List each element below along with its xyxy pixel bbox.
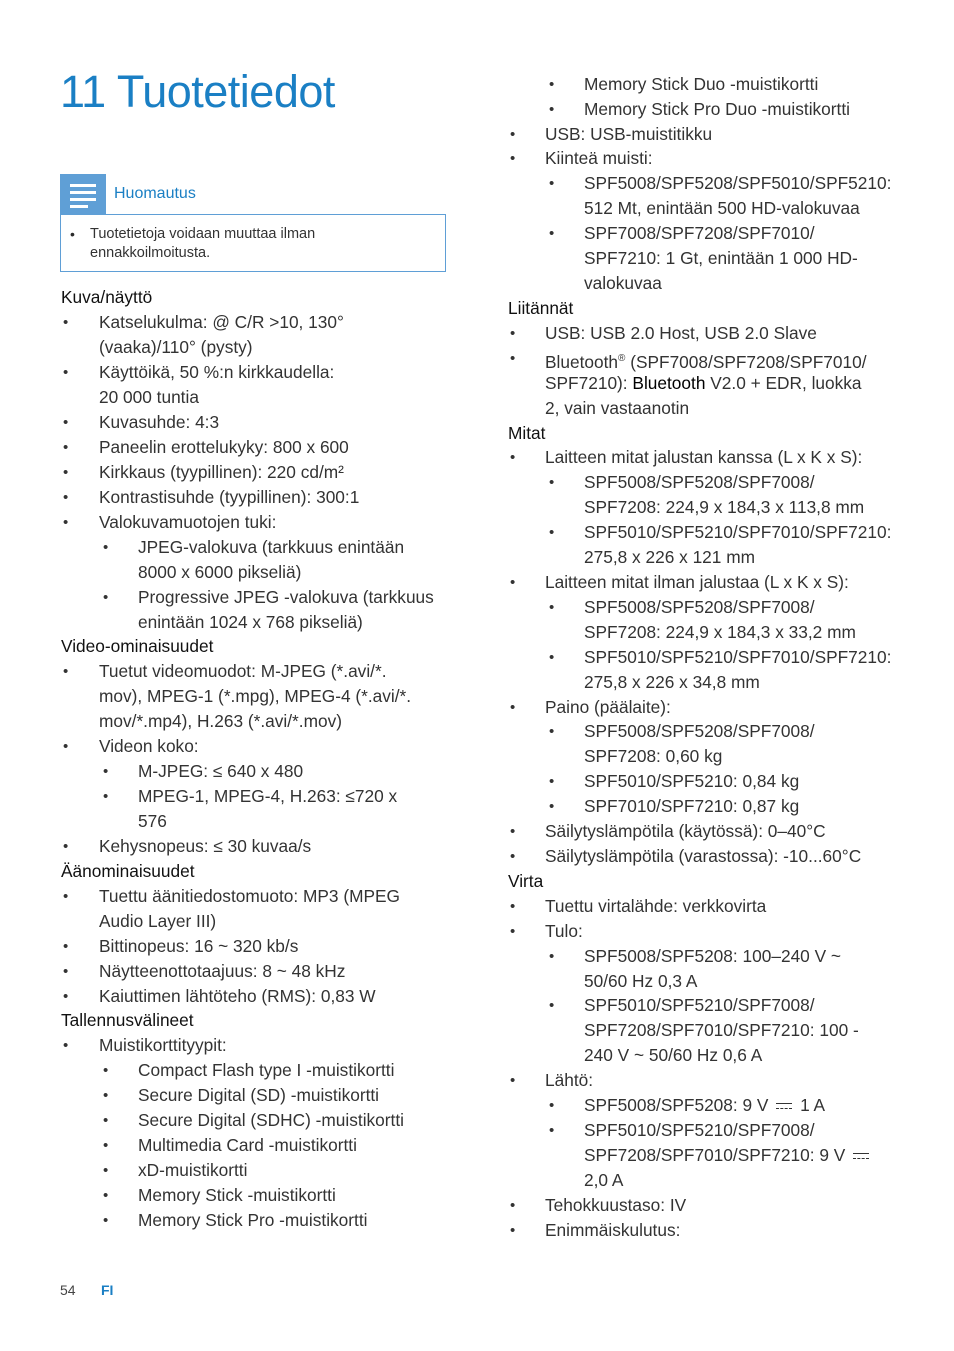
spec-line: Tulo: bbox=[545, 921, 583, 941]
spec-line: Memory Stick Duo -muistikortti bbox=[584, 74, 819, 94]
spec-line: Kuvasuhde: 4:3 bbox=[99, 412, 220, 432]
spec-line: Säilytyslämpötila (käytössä): 0–40°C bbox=[545, 821, 826, 841]
spec-line: Kiinteä muisti: bbox=[545, 148, 653, 168]
spec-line: 240 V ~ 50/60 Hz 0,6 A bbox=[584, 1045, 763, 1065]
bullet: • bbox=[103, 1137, 109, 1154]
bullet: • bbox=[510, 1197, 516, 1214]
spec-line bbox=[584, 1143, 872, 1168]
spec-line: Kaiuttimen lähtöteho (RMS): 0,83 W bbox=[99, 986, 376, 1006]
bullet: • bbox=[63, 888, 69, 905]
spec-text: 1 A bbox=[800, 1095, 826, 1115]
note-title: Huomautus bbox=[114, 185, 196, 202]
spec-line: SPF7208: 224,9 x 184,3 x 33,2 mm bbox=[584, 622, 856, 642]
bullet: • bbox=[103, 1212, 109, 1229]
bullet: • bbox=[510, 325, 516, 342]
bullet: • bbox=[510, 699, 516, 716]
spec-line: Lähtö: bbox=[545, 1070, 594, 1090]
spec-line: Secure Digital (SDHC) -muistikortti bbox=[138, 1110, 404, 1130]
bullet: • bbox=[103, 763, 109, 780]
spec-text: SPF5008/SPF5208: 9 V bbox=[584, 1095, 769, 1115]
spec-line: SPF5010/SPF5210/SPF7008/ bbox=[584, 1120, 815, 1140]
spec-line: Memory Stick -muistikortti bbox=[138, 1185, 336, 1205]
spec-line: Katselukulma: @ C/R >10, 130° bbox=[99, 312, 344, 332]
note-box bbox=[60, 214, 446, 272]
spec-line: SPF7208: 224,9 x 184,3 x 113,8 mm bbox=[584, 497, 865, 517]
spec-line: SPF7010/SPF7210: 0,87 kg bbox=[584, 796, 800, 816]
bullet: • bbox=[510, 150, 516, 167]
bullet: • bbox=[103, 1162, 109, 1179]
spec-line: SPF5008/SPF5208: 100–240 V ~ bbox=[584, 946, 842, 966]
spec-line: SPF7208: 0,60 kg bbox=[584, 746, 723, 766]
bullet: • bbox=[63, 988, 69, 1005]
spec-line: Bittinopeus: 16 ~ 320 kb/s bbox=[99, 936, 299, 956]
spec-line: Memory Stick Pro Duo -muistikortti bbox=[584, 99, 850, 119]
spec-line: 8000 x 6000 pikseliä) bbox=[138, 562, 302, 582]
bullet: • bbox=[103, 1087, 109, 1104]
bullet: • bbox=[63, 414, 69, 431]
bullet: • bbox=[103, 1187, 109, 1204]
spec-line: Compact Flash type I -muistikortti bbox=[138, 1060, 395, 1080]
spec-line: Näytteenottotaajuus: 8 ~ 48 kHz bbox=[99, 961, 346, 981]
dc-symbol-icon bbox=[853, 1152, 869, 1161]
page-title: 11 Tuotetiedot bbox=[60, 66, 335, 117]
spec-line: Memory Stick Pro -muistikortti bbox=[138, 1210, 368, 1230]
bullet: • bbox=[549, 997, 555, 1014]
bullet: • bbox=[549, 175, 555, 192]
spec-line bbox=[545, 371, 862, 396]
section-heading: Tallennusvälineet bbox=[61, 1010, 194, 1030]
bullet: • bbox=[63, 514, 69, 531]
spec-line: SPF7210: 1 Gt, enintään 1 000 HD- bbox=[584, 248, 858, 268]
bullet: • bbox=[549, 948, 555, 965]
spec-line: M-JPEG: ≤ 640 x 480 bbox=[138, 761, 304, 781]
language-code: FI bbox=[101, 1282, 114, 1298]
spec-line: USB: USB-muistitikku bbox=[545, 124, 713, 144]
bullet: • bbox=[510, 823, 516, 840]
dc-symbol-icon bbox=[776, 1102, 792, 1111]
spec-line: Audio Layer III) bbox=[99, 911, 217, 931]
spec-line: MPEG-1, MPEG-4, H.263: ≤720 x bbox=[138, 786, 398, 806]
bullet: • bbox=[63, 314, 69, 331]
spec-line: USB: USB 2.0 Host, USB 2.0 Slave bbox=[545, 323, 817, 343]
spec-line: SPF7008/SPF7208/SPF7010/ bbox=[584, 223, 815, 243]
spec-line: mov), MPEG-1 (*.mpg), MPEG-4 (*.avi/*. bbox=[99, 686, 412, 706]
page-number: 54 bbox=[60, 1282, 76, 1298]
spec-line: Tuettu äänitiedostomuoto: MP3 (MPEG bbox=[99, 886, 400, 906]
spec-line: Laitteen mitat ilman jalustaa (L x K x S): bbox=[545, 572, 849, 592]
bullet: • bbox=[549, 649, 555, 666]
bullet: • bbox=[63, 963, 69, 980]
bullet: • bbox=[63, 938, 69, 955]
spec-line: SPF5010/SPF5210/SPF7010/SPF7210: bbox=[584, 647, 892, 667]
spec-line: Secure Digital (SD) -muistikortti bbox=[138, 1085, 380, 1105]
bullet: • bbox=[549, 474, 555, 491]
bullet: • bbox=[549, 225, 555, 242]
note-icon bbox=[60, 174, 106, 214]
spec-line: Tuettu virtalähde: verkkovirta bbox=[545, 896, 767, 916]
spec-line: SPF5008/SPF5208/SPF5010/SPF5210: bbox=[584, 173, 892, 193]
spec-line: 576 bbox=[138, 811, 167, 831]
bullet: • bbox=[103, 589, 109, 606]
spec-line: Progressive JPEG -valokuva (tarkkuus bbox=[138, 587, 434, 607]
spec-line: 275,8 x 226 x 121 mm bbox=[584, 547, 755, 567]
bullet: • bbox=[63, 489, 69, 506]
spec-line: Enimmäiskulutus: bbox=[545, 1220, 681, 1240]
bullet: • bbox=[510, 574, 516, 591]
spec-line: SPF5010/SPF5210/SPF7008/ bbox=[584, 995, 815, 1015]
bullet: • bbox=[510, 1072, 516, 1089]
bullet: • bbox=[549, 101, 555, 118]
bullet: • bbox=[63, 464, 69, 481]
bullet: • bbox=[63, 738, 69, 755]
section-heading: Kuva/näyttö bbox=[61, 287, 153, 307]
bullet: • bbox=[549, 76, 555, 93]
bullet: • bbox=[103, 788, 109, 805]
section-heading: Äänominaisuudet bbox=[61, 861, 195, 881]
spec-line: Käyttöikä, 50 %:n kirkkaudella: bbox=[99, 362, 335, 382]
bullet: • bbox=[510, 350, 516, 367]
spec-line: 2,0 A bbox=[584, 1170, 624, 1190]
registered-mark: ® bbox=[618, 353, 626, 364]
bullet: • bbox=[549, 599, 555, 616]
spec-line: (vaaka)/110° (pysty) bbox=[99, 337, 253, 357]
spec-line: SPF5010/SPF5210/SPF7010/SPF7210: bbox=[584, 522, 892, 542]
bullet: • bbox=[549, 524, 555, 541]
bullet: • bbox=[510, 1222, 516, 1239]
bullet: • bbox=[103, 1112, 109, 1129]
spec-line: JPEG-valokuva (tarkkuus enintään bbox=[138, 537, 405, 557]
spec-text: (SPF7008/SPF7208/SPF7010/ bbox=[625, 351, 867, 372]
spec-line: 512 Mt, enintään 500 HD-valokuvaa bbox=[584, 198, 860, 218]
spec-line: Videon koko: bbox=[99, 736, 199, 756]
bullet: • bbox=[63, 663, 69, 680]
spec-line: mov/*.mp4), H.263 (*.avi/*.mov) bbox=[99, 711, 342, 731]
spec-line: Kontrastisuhde (tyypillinen): 300:1 bbox=[99, 487, 360, 507]
spec-line: Säilytyslämpötila (varastossa): -10...60°C bbox=[545, 846, 862, 866]
spec-line: 20 000 tuntia bbox=[99, 387, 199, 407]
spec-line: SPF5008/SPF5208/SPF7008/ bbox=[584, 597, 815, 617]
bullet: • bbox=[549, 773, 555, 790]
spec-line: valokuvaa bbox=[584, 273, 662, 293]
spec-line: Laitteen mitat jalustan kanssa (L x K x S): bbox=[545, 447, 863, 467]
spec-line: Muistikorttityypit: bbox=[99, 1035, 227, 1055]
spec-text: SPF7210): bbox=[545, 373, 633, 393]
spec-line: 2, vain vastaanotin bbox=[545, 398, 690, 418]
bullet: • bbox=[63, 838, 69, 855]
section-heading: Mitat bbox=[508, 423, 546, 443]
spec-line: SPF7208/SPF7010/SPF7210: 100 - bbox=[584, 1020, 859, 1040]
bullet: • bbox=[549, 723, 555, 740]
spec-line: enintään 1024 x 768 pikseliä) bbox=[138, 612, 363, 632]
spec-line: xD-muistikortti bbox=[138, 1160, 248, 1180]
spec-line: Multimedia Card -muistikortti bbox=[138, 1135, 357, 1155]
bullet: • bbox=[63, 439, 69, 456]
bullet: • bbox=[549, 1122, 555, 1139]
spec-line: 50/60 Hz 0,3 A bbox=[584, 971, 698, 991]
bullet: • bbox=[510, 898, 516, 915]
spec-line: SPF5008/SPF5208/SPF7008/ bbox=[584, 472, 815, 492]
bullet: • bbox=[549, 798, 555, 815]
note-text: Tuotetietoja voidaan muuttaa ilman ennakkoilmoitusta. bbox=[90, 226, 316, 261]
bluetooth-term: Bluetooth bbox=[632, 373, 706, 393]
section-heading: Liitännät bbox=[508, 298, 574, 318]
spec-text: V2.0 + EDR, luokka bbox=[705, 373, 862, 393]
spec-line: Paino (päälaite): bbox=[545, 697, 671, 717]
spec-line: Kehysnopeus: ≤ 30 kuvaa/s bbox=[99, 836, 312, 856]
section-heading: Video-ominaisuudet bbox=[61, 636, 214, 656]
spec-text: SPF7208/SPF7010/SPF7210: 9 V bbox=[584, 1145, 846, 1165]
spec-line: Tuetut videomuodot: M-JPEG (*.avi/*. bbox=[99, 661, 387, 681]
bullet: • bbox=[549, 1097, 555, 1114]
spec-line: SPF5010/SPF5210: 0,84 kg bbox=[584, 771, 800, 791]
bullet: • bbox=[63, 1037, 69, 1054]
note-bullet: • bbox=[70, 226, 75, 242]
spec-text: Bluetooth bbox=[545, 351, 619, 372]
bullet: • bbox=[510, 848, 516, 865]
spec-line bbox=[584, 1093, 825, 1118]
bullet: • bbox=[510, 126, 516, 143]
bullet: • bbox=[510, 449, 516, 466]
spec-line: Tehokkuustaso: IV bbox=[545, 1195, 687, 1215]
spec-line: Paneelin erottelukyky: 800 x 600 bbox=[99, 437, 349, 457]
bullet: • bbox=[103, 539, 109, 556]
bullet: • bbox=[510, 923, 516, 940]
spec-line: Valokuvamuotojen tuki: bbox=[99, 512, 277, 532]
bullet: • bbox=[103, 1062, 109, 1079]
spec-line: SPF5008/SPF5208/SPF7008/ bbox=[584, 721, 815, 741]
spec-line: Kirkkaus (tyypillinen): 220 cd/m² bbox=[99, 462, 344, 482]
spec-line: 275,8 x 226 x 34,8 mm bbox=[584, 672, 760, 692]
bullet: • bbox=[63, 364, 69, 381]
section-heading: Virta bbox=[508, 871, 544, 891]
